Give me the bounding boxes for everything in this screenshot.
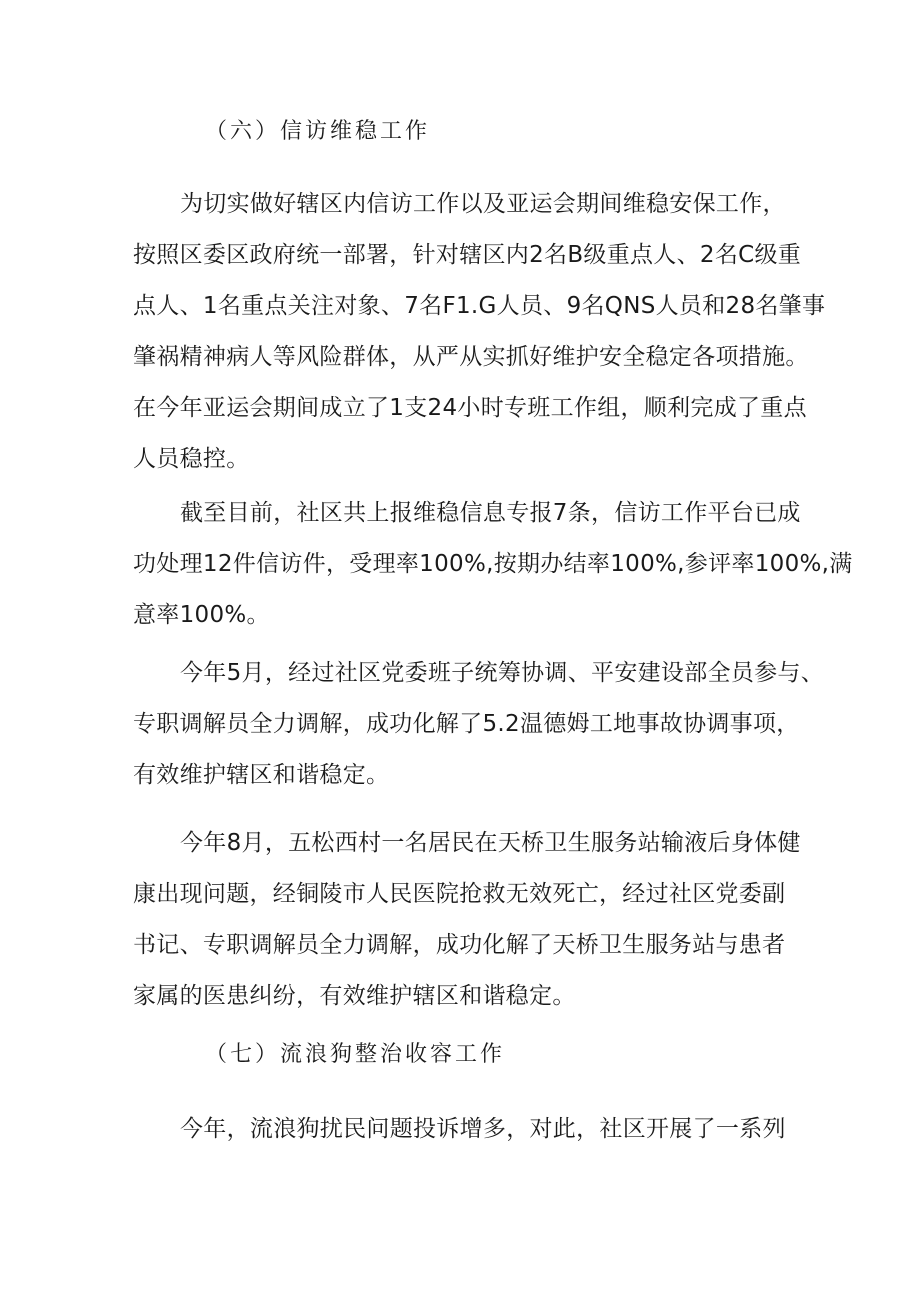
paragraph-line: 点人、1名重点关注对象、7名F1.G人员、9名QNS人员和28名肇事 (133, 293, 826, 319)
paragraph-line: 有效维护辖区和谐稳定。 (133, 762, 390, 788)
paragraph-line: 按照区委区政府统一部署，针对辖区内2名B级重点人、2名C级重 (133, 242, 802, 268)
paragraph-line: 康出现问题，经铜陵市人民医院抢救无效死亡，经过社区党委副 (133, 881, 786, 907)
paragraph-line: 为切实做好辖区内信访工作以及亚运会期间维稳安保工作， (180, 191, 786, 217)
paragraph-line: 书记、专职调解员全力调解，成功化解了天桥卫生服务站与患者 (133, 932, 786, 958)
paragraph-line: 功处理12件信访件，受理率100%,按期办结率100%,参评率100%,满 (133, 551, 853, 577)
section-heading-7: （七）流浪狗整治收容工作 (205, 1042, 506, 1067)
paragraph-line: 人员稳控。 (133, 446, 250, 472)
paragraph-line: 今年，流浪狗扰民问题投诉增多，对此，社区开展了一系列 (180, 1116, 786, 1142)
paragraph-line: 家属的医患纠纷，有效维护辖区和谐稳定。 (133, 983, 576, 1009)
paragraph-line: 意率100%。 (133, 602, 270, 628)
section-heading-6: （六）信访维稳工作 (205, 119, 431, 144)
paragraph-line: 今年5月，经过社区党委班子统筹协调、平安建设部全员参与、 (180, 660, 825, 686)
paragraph-line: 在今年亚运会期间成立了1支24小时专班工作组，顺利完成了重点 (133, 395, 807, 421)
paragraph-line: 截至目前，社区共上报维稳信息专报7条，信访工作平台已成 (180, 500, 801, 526)
paragraph-line: 肇祸精神病人等风险群体，从严从实抓好维护安全稳定各项措施。 (133, 344, 809, 370)
paragraph-line: 专职调解员全力调解，成功化解了5.2温德姆工地事故协调事项， (133, 711, 800, 737)
paragraph-line: 今年8月，五松西村一名居民在天桥卫生服务站输液后身体健 (180, 830, 801, 856)
